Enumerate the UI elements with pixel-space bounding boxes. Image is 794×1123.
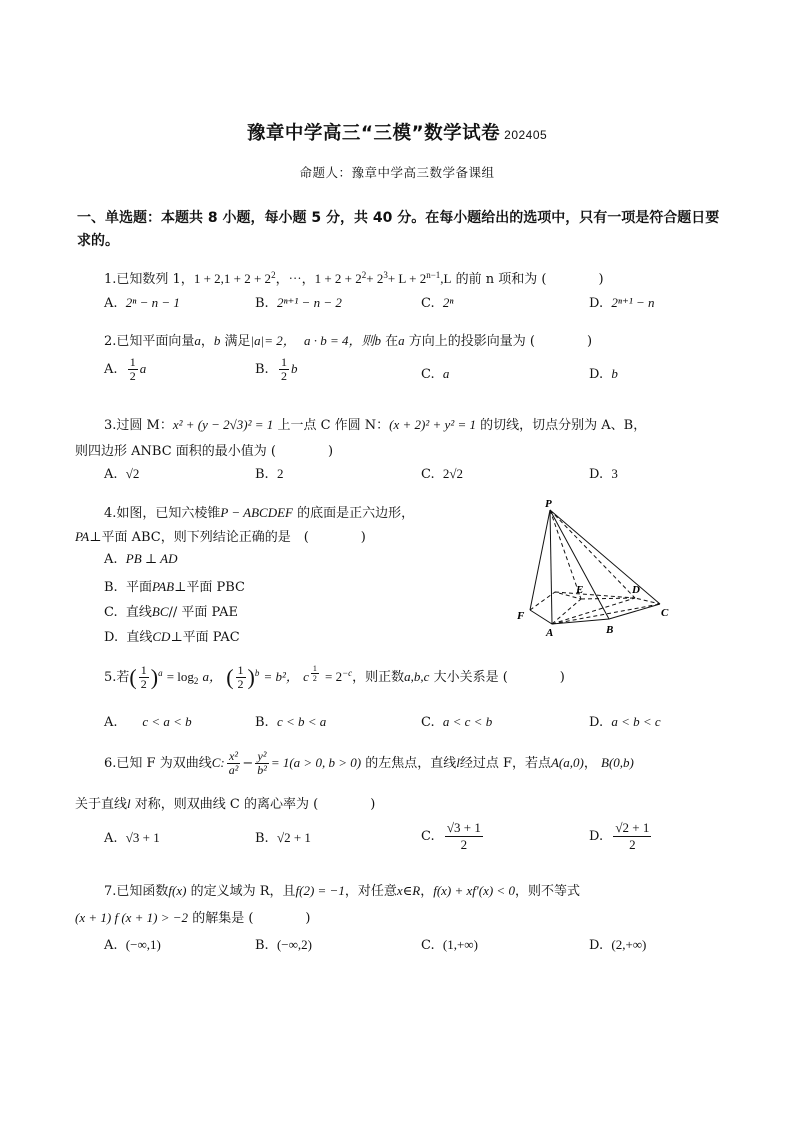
label-b: B (606, 624, 614, 636)
question-4-line2: PA⊥平面 ABC，则下列结论正确的是 ( ) (75, 529, 366, 545)
q6-option-d[interactable]: D. $\frac{√2 + 1}{2}$ (589, 820, 650, 852)
question-5: 5.若( $\frac{1}{2}$ )$^a = \log_2 a$， ( $\frac{1}{2}$ )$^b$ = b²， c $^{\frac{1}{2}}$ = $2^{-c}$，则正数a,b,c 大小关系是 ( ) (104, 663, 565, 691)
q7-option-b[interactable]: B. (−∞,2) (255, 937, 312, 953)
q1-option-d[interactable]: D. 2ⁿ⁺¹ − n (589, 295, 655, 311)
q5-option-b[interactable]: B. c < b < a (255, 714, 327, 730)
question-6-line1: 6.已知 F 为双曲线C: $\frac{\text{x²}}{\text{a²}}$ − $\frac{\text{y²}}{\text{b²}}$ = 1(a > 0, b > 0) 的左焦点，直线l经过点 F，若点A(a,0)， B(0,b) (104, 749, 634, 777)
label-d: D (632, 584, 640, 596)
author-line: 命题人：豫章中学高三数学备课组 (299, 165, 495, 180)
hexagonal-pyramid-figure (505, 495, 685, 650)
q4-option-d[interactable]: D. 直线CD⊥平面 PAC (104, 629, 240, 645)
q7-option-d[interactable]: D. (2,+∞) (589, 937, 647, 953)
question-1: 1.已知数列 1，$1 + 2,1 + 2 + 2^2$，⋯，$1 + 2 + 2^2+ 2^3+ L + 2^{n-1},L$ 的前 n 项和为 ( ) (104, 270, 604, 287)
exam-code: 202405 (504, 128, 548, 142)
q1-option-a[interactable]: A. 2ⁿ − n − 1 (104, 295, 180, 311)
question-3-line2: 则四边形 ANBC 面积的最小值为 ( ) (75, 444, 334, 459)
question-2: 2.已知平面向量a，b 满足|a|= 2， a · b = 4，则b 在a 方向上的投影向量为 ( ) (104, 333, 593, 349)
q4-option-b[interactable]: B. 平面PAB⊥平面 PBC (104, 579, 245, 595)
label-e: E (576, 584, 584, 596)
q4-option-a[interactable]: A. PB ⊥ AD (104, 551, 178, 567)
q1-option-c[interactable]: C. 2ⁿ (421, 295, 454, 311)
q6-option-a[interactable]: A. √3 + 1 (104, 830, 160, 846)
q3-option-c[interactable]: C. 2√2 (421, 466, 464, 482)
question-7-line2: (x + 1) f (x + 1) > −2 的解集是 ( ) (75, 910, 311, 926)
q6-option-b[interactable]: B. √2 + 1 (255, 830, 311, 846)
label-c: C (661, 607, 669, 619)
title-text: 豫章中学高三“三模”数学试卷 (246, 123, 501, 144)
q6-option-c[interactable]: C. $\frac{√3 + 1}{2}$ (421, 820, 481, 852)
q2-option-c[interactable]: C. a (421, 366, 450, 382)
q5-option-c[interactable]: C. a < c < b (421, 714, 493, 730)
section-heading: 一、单选题：本题共 8 小题，每小题 5 分，共 40 分。在每小题给出的选项中，只有一项是符合题日要求的。 (77, 210, 720, 249)
question-7-line1: 7.已知函数f(x) 的定义域为 R，且f(2) = −1，对任意x∈R，f(x) + xf′(x) < 0，则不等式 (104, 883, 580, 899)
q2-option-d[interactable]: D. b (589, 366, 618, 382)
q7-option-c[interactable]: C. (1,+∞) (421, 937, 478, 953)
page-title (0, 119, 794, 145)
label-p: P (545, 498, 552, 510)
question-3-line1: 3.过圆 M：x² + (y − 2√3)² = 1 上一点 C 作圆 N：(x + 2)² + y² = 1 的切线，切点分别为 A、B， (104, 417, 647, 433)
q2-option-b[interactable]: B. $\frac{1}{2}$ b (255, 355, 298, 383)
q3-option-b[interactable]: B. 2 (255, 466, 284, 482)
q5-option-d[interactable]: D. a < b < c (589, 714, 661, 730)
q5-option-a[interactable]: A. c < a < b (104, 714, 192, 730)
q7-option-a[interactable]: A. (−∞,1) (104, 937, 161, 953)
label-f: F (517, 610, 525, 622)
q3-option-d[interactable]: D. 3 (589, 466, 618, 482)
q2-option-a[interactable]: A. $\frac{1}{2}$ a (104, 355, 147, 383)
q3-option-a[interactable]: A. √2 (104, 466, 140, 482)
question-4-line1: 4.如图，已知六棱锥P − ABCDEF 的底面是正六边形， (104, 505, 415, 521)
question-6-line2: 关于直线l 对称，则双曲线 C 的离心率为 ( ) (75, 796, 376, 812)
q1-option-b[interactable]: B. 2ⁿ⁺¹ − n − 2 (255, 295, 342, 311)
q4-option-c[interactable]: C. 直线BC// 平面 PAE (104, 604, 238, 620)
label-a: A (546, 627, 554, 639)
